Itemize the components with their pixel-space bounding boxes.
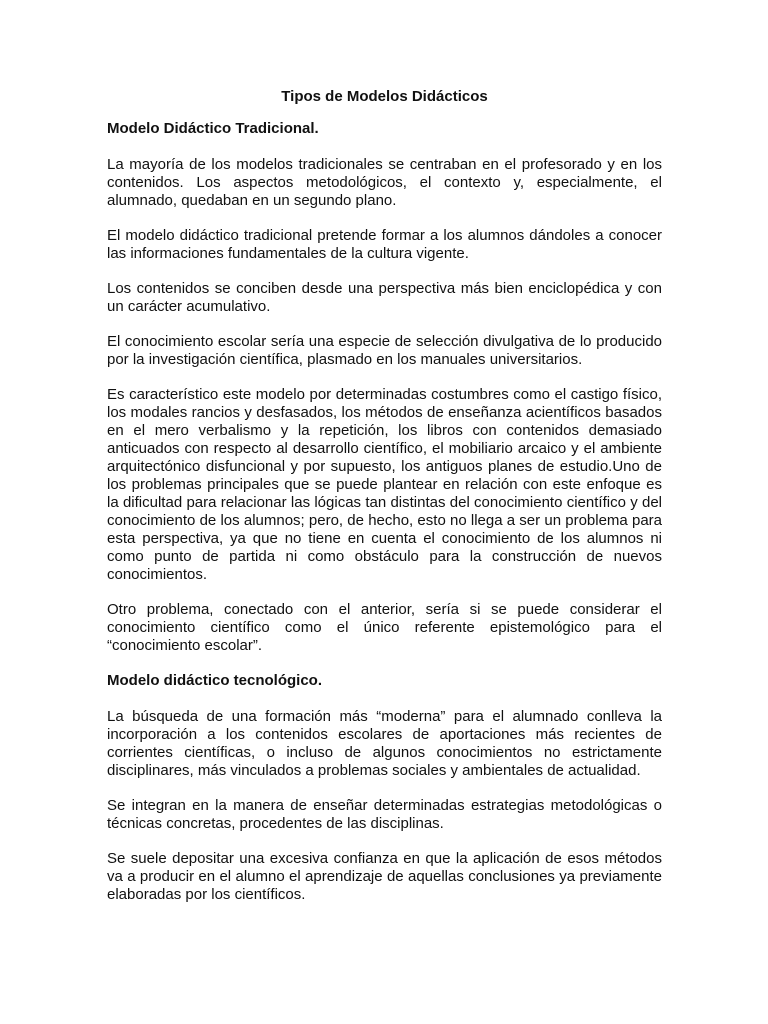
paragraph: Se suele depositar una excesiva confianza en que la aplicación de esos métodos va a producir en el alumno el aprendizaje de aquellas conclusiones ya previamente elaboradas por los científicos. — [107, 850, 662, 903]
paragraph: La mayoría de los modelos tradicionales se centraban en el profesorado y en los contenidos. Los aspectos metodológicos, el contexto y, especialmente, el alumnado, quedaban en un segundo plano. — [107, 156, 662, 209]
paragraph: Se integran en la manera de enseñar determinadas estrategias metodológicas o técnicas concretas, procedentes de las disciplinas. — [107, 797, 662, 832]
paragraph: La búsqueda de una formación más “moderna” para el alumnado conlleva la incorporación a los contenidos escolares de aportaciones más recientes de corrientes científicas, o incluso de algunos conocimientos no estrictamente disciplinares, más vinculados a problemas sociales y ambientales de actualidad. — [107, 708, 662, 779]
section-heading-tradicional: Modelo Didáctico Tradicional. — [107, 120, 319, 137]
paragraph: El modelo didáctico tradicional pretende formar a los alumnos dándoles a conocer las informaciones fundamentales de la cultura vigente. — [107, 227, 662, 262]
section-heading-tecnologico: Modelo didáctico tecnológico. — [107, 672, 323, 689]
paragraph: Otro problema, conectado con el anterior, sería si se puede considerar el conocimiento científico como el único referente epistemológico para el “conocimiento escolar”. — [107, 601, 662, 654]
paragraph: Es característico este modelo por determinadas costumbres como el castigo físico, los modales rancios y desfasados, los métodos de enseñanza acientíficos basados en el mero verbalismo y la repetición, los libros con contenidos demasiado anticuados con respecto al desarrollo científico, el mobiliario arcaico y el ambiente arquitectónico disfuncional y por supuesto, los antiguos planes de estudio.Uno de los problemas principales que se puede plantear en relación con este enfoque es la dificultad para relacionar las lógicas tan distintas del conocimiento científico y del conocimiento de los alumnos; pero, de hecho, esto no llega a ser un problema para esta perspectiva, ya que no tiene en cuenta el conocimiento de los alumnos ni como punto de partida ni como obstáculo para la construcción de nuevos conocimientos. — [107, 386, 662, 583]
document-title: Tipos de Modelos Didácticos — [281, 88, 488, 105]
paragraph: Los contenidos se conciben desde una perspectiva más bien enciclopédica y con un carácter acumulativo. — [107, 280, 662, 315]
paragraph: El conocimiento escolar sería una especie de selección divulgativa de lo producido por la investigación científica, plasmado en los manuales universitarios. — [107, 333, 662, 368]
